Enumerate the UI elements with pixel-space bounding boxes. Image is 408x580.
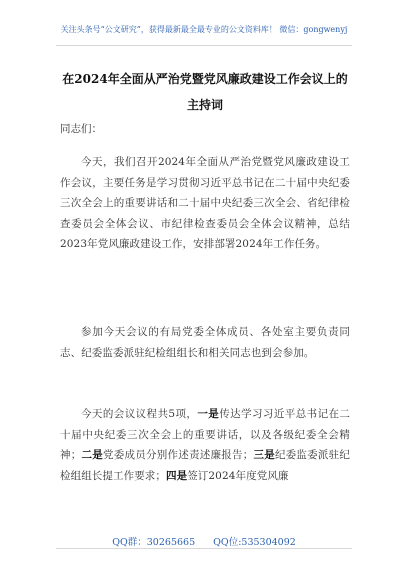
agenda-item-4-label: 四是 [166, 469, 188, 482]
page-header: 关注头条号“公文研究”，获得最新最全最专业的公文资料库！ 微信：gongwenyj [60, 25, 348, 34]
footer-divider [56, 548, 352, 549]
footer-qq-group: QQ群：30265665 [112, 537, 196, 548]
agenda-item-3-label: 三是 [253, 449, 275, 461]
agenda-item-1-label: 一是 [197, 408, 220, 420]
footer-qq-contact: QQ位:535304092 [213, 537, 296, 548]
header-divider [56, 45, 352, 46]
agenda-item-2-label: 二是 [81, 449, 103, 461]
agenda-item-4-text: 签订2024年度党风廉 [187, 469, 289, 482]
page-footer [0, 534, 408, 548]
document-title: 在2024年全面从严治党暨党风廉政建设工作会议上的主持词 [62, 72, 348, 112]
agenda-item-2-text: 党委成员分别作述责述廉报告； [103, 449, 254, 461]
agenda-intro: 今天的会议议程共5项， [81, 408, 198, 420]
agenda-item-1-text: 传达学习习近平总书记在二十届中央纪委三次全会上的重要讲话，以及各级纪委全会精神； [60, 408, 351, 461]
agenda-item-3-text: 纪委监委派驻纪检组组长提工作要求； [60, 449, 351, 482]
salutation: 同志们： [60, 123, 102, 135]
paragraph-opening: 今天，我们召开2024年全面从严治党暨党风廉政建设工作会议，主要任务是学习贯彻习近平总书记在二十届中央纪委三次全会上的重要讲话和二十届中央纪委三次全会、省纪律检查委员会全体会议、市纪律检查委员会全体会议精神，总结2023年党风廉政建设工作，安排部署2024年工作任务。 [60, 156, 350, 250]
paragraph-agenda [60, 404, 350, 486]
paragraph-attendees: 参加今天会议的有局党委全体成员、各处室主要负责同志、纪委监委派驻纪检组组长和相关同志也到会参加。 [60, 326, 350, 359]
